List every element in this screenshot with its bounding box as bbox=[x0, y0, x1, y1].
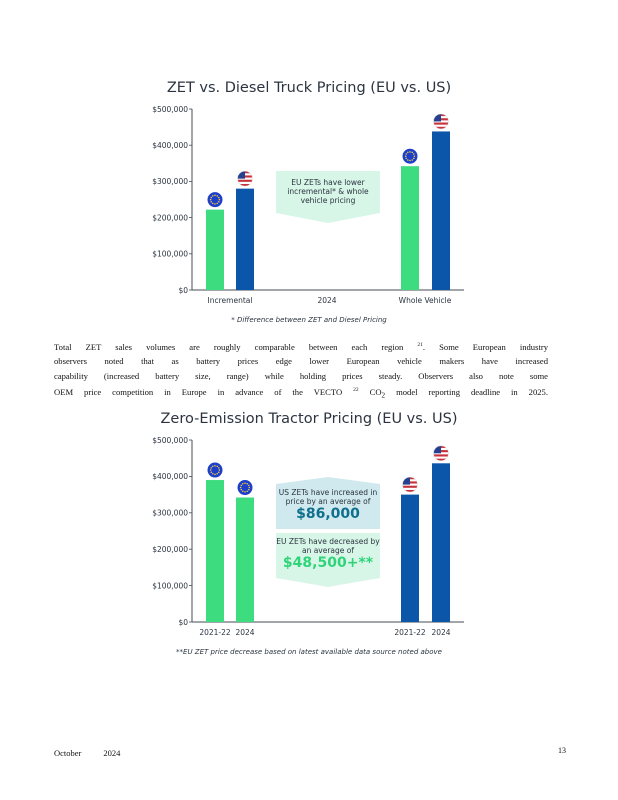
us-flag-icon bbox=[434, 446, 449, 461]
para-line-4: OEM price competition in Europe in advance of the VECTO $^{22}$ $CO_2$ model reporting deadline in 2025. bbox=[54, 387, 548, 400]
x-tick-label: 2024 bbox=[317, 296, 337, 305]
y-tick-label: $200,000 bbox=[152, 545, 188, 554]
y-tick-label: $0 bbox=[178, 617, 188, 627]
y-tick-label: $400,000 bbox=[152, 472, 188, 482]
eu-flag-icon bbox=[238, 480, 253, 495]
eu-flag-icon bbox=[208, 192, 223, 207]
x-tick-label: 2024 bbox=[431, 628, 451, 637]
y-tick-label: $0 bbox=[178, 285, 188, 295]
chart2-callout-eu-text: EU ZETs have decreased by an average of bbox=[276, 537, 380, 555]
y-tick-label: $300,000 bbox=[152, 177, 188, 187]
page-number: 13 bbox=[558, 746, 566, 755]
chart2-callout-us-amount: $86,000 bbox=[296, 506, 360, 522]
chart2-callout-eu bbox=[276, 533, 380, 587]
footnote-ref-22: 22 bbox=[353, 387, 359, 394]
page-footer-date bbox=[54, 748, 142, 758]
para-line-3: capability (increased battery size, range) while holding prices steady. Observers also note some bbox=[54, 370, 548, 381]
y-tick-label: $100,000 bbox=[152, 581, 188, 591]
chart1-title: ZET vs. Diesel Truck Pricing (EU vs. US) bbox=[166, 80, 452, 96]
chart1-callout-text: EU ZETs have lower incremental* & whole vehicle pricing bbox=[287, 178, 369, 205]
bar-eu bbox=[236, 498, 254, 622]
body-paragraph bbox=[54, 338, 548, 403]
y-tick-label: $400,000 bbox=[152, 141, 188, 150]
chart1-footnote: * Difference between ZET and Diesel Pricing bbox=[231, 316, 387, 324]
y-tick-label: $200,000 bbox=[152, 213, 188, 223]
x-tick-label: 2021-22 bbox=[199, 628, 231, 637]
footnote-ref-21: 21 bbox=[417, 342, 423, 348]
footer-month: October bbox=[54, 748, 82, 758]
y-tick-label: $300,000 bbox=[152, 508, 188, 518]
bar-eu bbox=[401, 166, 419, 290]
x-tick-label: 2021-22 bbox=[394, 628, 426, 637]
y-tick-label: $500,000 bbox=[152, 435, 188, 445]
chart2-callout-us-text: US ZETs have increased in price by an average of bbox=[278, 488, 378, 506]
bar-us bbox=[432, 463, 450, 622]
x-tick-label: Incremental bbox=[207, 296, 253, 305]
chart2-callout-eu-amount: $48,500+** bbox=[282, 555, 374, 571]
bar-us bbox=[432, 131, 450, 290]
bar-us bbox=[236, 189, 254, 290]
y-tick-label: $100,000 bbox=[152, 249, 188, 259]
para-line-2: observers noted that as battery prices edge lower European vehicle makers have increased bbox=[54, 356, 548, 367]
bar-eu bbox=[206, 210, 224, 290]
x-tick-label: 2024 bbox=[235, 628, 255, 637]
eu-flag-icon bbox=[403, 149, 418, 164]
para-line-1: Total ZET sales volumes are roughly comparable between each region $^{21}$. Some European industry bbox=[54, 341, 548, 352]
us-flag-icon bbox=[238, 171, 253, 186]
chart2-title: Zero-Emission Tractor Pricing (EU vs. US) bbox=[160, 411, 458, 427]
bar-eu bbox=[206, 480, 224, 622]
x-tick-label: Whole Vehicle bbox=[398, 296, 452, 305]
footer-year: 2024 bbox=[103, 748, 121, 758]
chart2-callout-us bbox=[276, 477, 380, 529]
chart1-callout bbox=[276, 171, 380, 223]
chart2-footnote: **EU ZET price decrease based on latest available data source noted above bbox=[176, 648, 442, 656]
us-flag-icon bbox=[403, 477, 418, 492]
eu-flag-icon bbox=[208, 463, 223, 478]
y-tick-label: $500,000 bbox=[152, 104, 188, 114]
us-flag-icon bbox=[434, 114, 449, 129]
bar-us bbox=[401, 495, 419, 622]
